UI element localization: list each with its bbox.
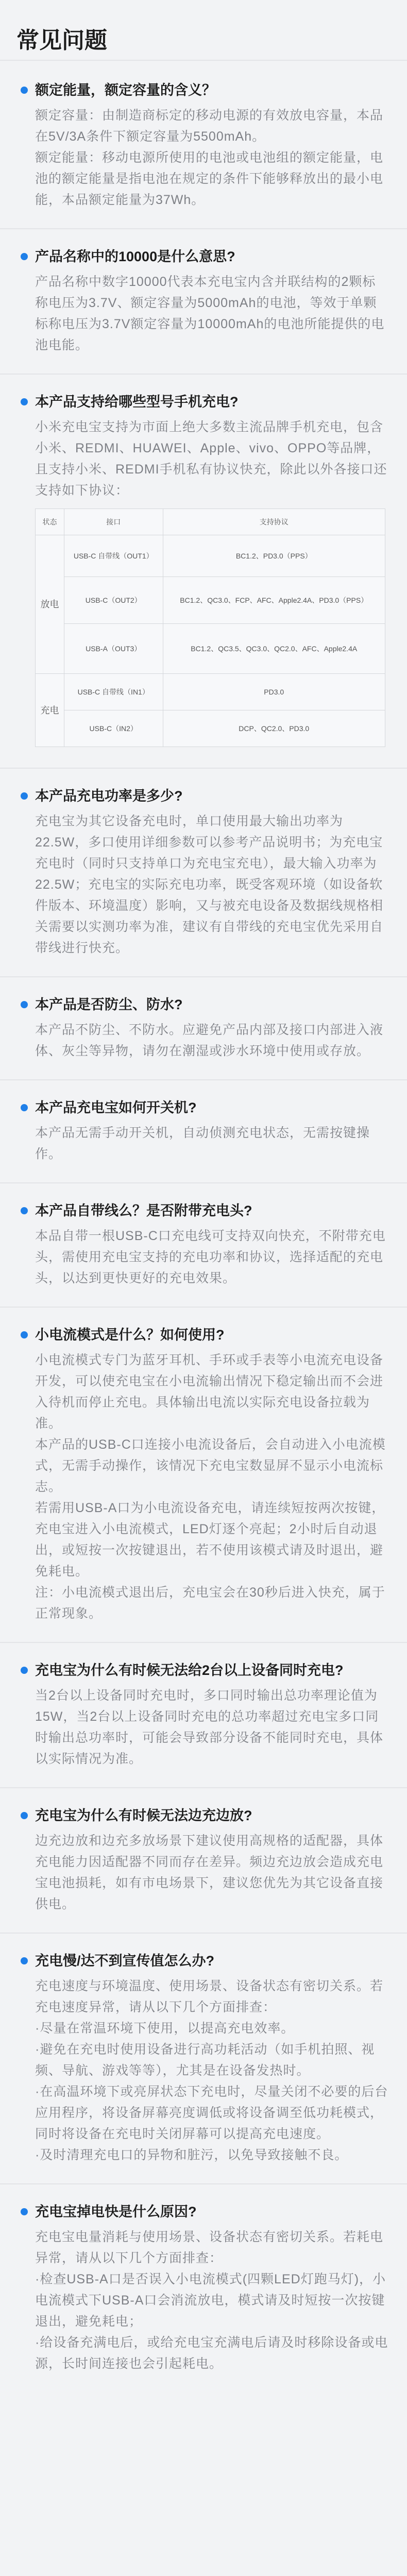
faq-answer: [16, 1831, 388, 1933]
faq-answer: [16, 1020, 388, 1079]
answer-paragraph: 充电宝电量消耗与使用场景、设备状态有密切关系。若耗电异常，请从以下几个方面排查：: [35, 2230, 384, 2265]
table-row: [36, 710, 385, 747]
bullet-dot-icon: [21, 253, 28, 260]
question-text: 本产品是否防尘、防水?: [35, 997, 183, 1012]
faq-item: [0, 1951, 407, 2184]
faq-question: [16, 2202, 388, 2222]
protocol-cell: BC1.2、QC3.0、FCP、AFC、Apple2.4A、PD3.0（PPS）: [163, 577, 385, 624]
question-text: 产品名称中的10000是什么意思?: [35, 249, 235, 264]
answer-paragraph: 额定容量：由制造商标定的移动电源的有效放电容量，本品在5V/3A条件下额定容量为5500mAh。: [35, 108, 384, 144]
port-cell: USB-C 自带线（IN1）: [64, 674, 163, 710]
faq-item: [0, 392, 407, 769]
question-text: 充电宝为什么有时候无法边充边放?: [35, 1808, 252, 1823]
bullet-dot-icon: [21, 87, 28, 94]
protocol-cell: PD3.0: [163, 674, 385, 710]
faq-question: [16, 786, 388, 806]
question-text: 充电宝掉电快是什么原因?: [35, 2204, 197, 2219]
bullet-dot-icon: [21, 1207, 28, 1214]
faq-item: [0, 1098, 407, 1183]
table-row: [36, 624, 385, 674]
bullet-dot-icon: [21, 398, 28, 405]
faq-item: [0, 1806, 407, 1934]
faq-item: [0, 1325, 407, 1643]
bullet-dot-icon: [21, 1331, 28, 1338]
faq-answer: [16, 105, 388, 228]
faq-item: [0, 247, 407, 375]
answer-paragraph: 充电速度与环境温度、使用场景、设备状态有密切关系。若充电速度异常，请从以下几个方面排查：: [35, 1979, 384, 2014]
question-text: 本产品充电宝如何开关机?: [35, 1100, 197, 1115]
faq-item: [0, 1660, 407, 1788]
table-header-protocol: 支持协议: [163, 509, 385, 535]
faq-answer: [16, 1685, 388, 1787]
answer-paragraph: 本产品无需手动开关机，自动侦测充电状态，无需按键操作。: [35, 1126, 370, 1161]
table-row: [36, 674, 385, 710]
answer-paragraph: 若需用USB-A口为小电流设备充电，请连续短按两次按键，充电宝进入小电流模式，LED灯逐个亮起；2小时后自动退出，或短按一次按键退出，若不使用该模式请及时退出，避免耗电。: [35, 1501, 385, 1579]
faq-question: [16, 1660, 388, 1680]
bullet-dot-icon: [21, 1667, 28, 1674]
answer-paragraph: 本产品的USB-C口连接小电流设备后，会自动进入小电流模式，无需手动操作，该情况下充电宝数显屏不显示小电流标志。: [35, 1437, 386, 1494]
answer-tip: ·及时清理充电口的异物和脏污，以免导致接触不良。: [35, 2148, 348, 2162]
faq-answer: [16, 1350, 388, 1642]
answer-paragraph: 边充边放和边充多放场景下建议使用高规格的适配器，具体充电能力因适配器不同而存在差异。频边充边放会造成充电宝电池损耗，如有市电场景下，建议您优先为其它设备直接供电。: [35, 1834, 384, 1911]
faq-answer: [16, 417, 388, 768]
bullet-dot-icon: [21, 1104, 28, 1111]
answer-tip: ·给设备充满电后，或给充电宝充满电后请及时移除设备或电源，长时间连接也会引起耗电。: [35, 2335, 388, 2371]
faq-question: [16, 247, 388, 266]
protocol-cell: DCP、QC2.0、PD3.0: [163, 710, 385, 747]
port-cell: USB-C 自带线（OUT1）: [64, 535, 163, 577]
question-text: 额定能量，额定容量的含义？: [35, 82, 216, 98]
answer-paragraph: 小米充电宝支持为市面上绝大多数主流品牌手机充电，包含小米、REDMI、HUAWEI、Apple、vivo、OPPO等品牌，且支持小米、REDMI手机私有协议快充，除此以外各接口还支持如下协议：: [35, 420, 387, 498]
faq-answer: [16, 811, 388, 976]
faq-answer: [16, 1123, 388, 1182]
faq-item: [0, 80, 407, 229]
faq-answer: [16, 2227, 388, 2392]
faq-answer: [16, 1226, 388, 1307]
table-row: [36, 535, 385, 577]
port-cell: USB-A（OUT3）: [64, 624, 163, 674]
page-title: 常见问题: [0, 0, 407, 61]
answer-tip: ·检查USB-A口是否误入小电流模式(四颗LED灯跑马灯)，小电流模式下USB-A口会消流放电，模式请及时短按一次按键退出，避免耗电；: [35, 2272, 386, 2329]
faq-question: [16, 1951, 388, 1971]
question-text: 充电慢/达不到宣传值怎么办?: [35, 1953, 214, 1969]
question-text: 本产品充电功率是多少?: [35, 788, 183, 804]
answer-paragraph: 充电宝为其它设备充电时，单口使用最大输出功率为22.5W，多口使用详细参数可以参考产品说明书；为充电宝充电时（同时只支持单口为充电宝充电），最大输入功率为22.5W；充电宝的实际充电功率，既受客观环境（如设备软件版本、环境温度）影响，又与被充电设备及数据线规格相关需要以实测功率为准，建议有自带线的充电宝优先采用自带线进行快充。: [35, 814, 384, 955]
table-header-state: 状态: [36, 509, 64, 535]
answer-tip: ·尽量在常温环境下使用，以提高充电效率。: [35, 2021, 295, 2036]
answer-note: 注：小电流模式退出后，充电宝会在30秒后进入快充，属于正常现象。: [35, 1585, 385, 1621]
faq-item: [0, 1201, 407, 1308]
faq-question: [16, 1806, 388, 1825]
bullet-dot-icon: [21, 1957, 28, 1964]
protocol-table: [35, 509, 385, 747]
faq-item: [0, 995, 407, 1080]
answer-paragraph: 当2台以上设备同时充电时，多口同时输出总功率理论值为15W，当2台以上设备同时充电的总功率超过充电宝多口同时输出总功率时，可能会导致部分设备不能同时充电，具体以实际情况为准。: [35, 1688, 384, 1766]
table-row: [36, 577, 385, 624]
protocol-cell: BC1.2、QC3.5、QC3.0、QC2.0、AFC、Apple2.4A: [163, 624, 385, 674]
answer-tip: ·避免在充电时使用设备进行高功耗活动（如手机拍照、视频、导航、游戏等等），尤其是在设备发热时。: [35, 2042, 375, 2078]
faq-question: [16, 392, 388, 412]
port-cell: USB-C（OUT2）: [64, 577, 163, 624]
question-text: 充电宝为什么有时候无法给2台以上设备同时充电?: [35, 1663, 344, 1678]
faq-answer: [16, 1976, 388, 2183]
faq-question: [16, 995, 388, 1014]
faq-item: [0, 786, 407, 977]
state-cell: 充电: [36, 674, 64, 747]
bullet-dot-icon: [21, 1812, 28, 1819]
answer-paragraph: 额定能量：移动电源所使用的电池或电池组的额定能量，电池的额定能量是指电池在规定的条件下能够释放出的最小电能，本品额定能量为37Wh。: [35, 150, 384, 207]
question-text: 本产品支持给哪些型号手机充电?: [35, 394, 239, 410]
question-text: 本产品自带线么？是否附带充电头?: [35, 1203, 252, 1218]
faq-question: [16, 80, 388, 100]
faq-answer: [16, 272, 388, 374]
protocol-cell: BC1.2、PD3.0（PPS）: [163, 535, 385, 577]
bullet-dot-icon: [21, 792, 28, 800]
answer-paragraph: 本产品不防尘、不防水。应避免产品内部及接口内部进入液体、灰尘等异物，请勿在潮湿或涉水环境中使用或存放。: [35, 1023, 384, 1058]
port-cell: USB-C（IN2）: [64, 710, 163, 747]
question-text: 小电流模式是什么？如何使用?: [35, 1327, 225, 1343]
table-header-port: 接口: [64, 509, 163, 535]
state-cell: 放电: [36, 535, 64, 674]
faq-question: [16, 1098, 388, 1117]
answer-tip: ·在高温环境下或亮屏状态下充电时，尽量关闭不必要的后台应用程序，将设备屏幕亮度调低或将设备调至低功耗模式，同时将设备在充电时关闭屏幕可以提高充电速度。: [35, 2084, 388, 2141]
bullet-dot-icon: [21, 1001, 28, 1008]
answer-paragraph: 产品名称中数字10000代表本充电宝内含并联结构的2颗标称电压为3.7V、额定容量为5000mAh的电池，等效于单颗标称电压为3.7V额定容量为10000mAh的电池所能提供的电池电能。: [35, 275, 385, 352]
bullet-dot-icon: [21, 2208, 28, 2215]
answer-paragraph: 小电流模式专门为蓝牙耳机、手环或手表等小电流充电设备开发，可以使充电宝在小电流输出情况下稳定输出而不会进入待机而停止充电。具体输出电流以实际充电设备拉载为准。: [35, 1353, 384, 1431]
faq-question: [16, 1325, 388, 1345]
faq-question: [16, 1201, 388, 1221]
answer-paragraph: 本品自带一根USB-C口充电线可支持双向快充，不附带充电头，需使用充电宝支持的充电功率和协议，选择适配的充电头，以达到更快更好的充电效果。: [35, 1229, 386, 1285]
faq-item: [0, 2202, 407, 2392]
